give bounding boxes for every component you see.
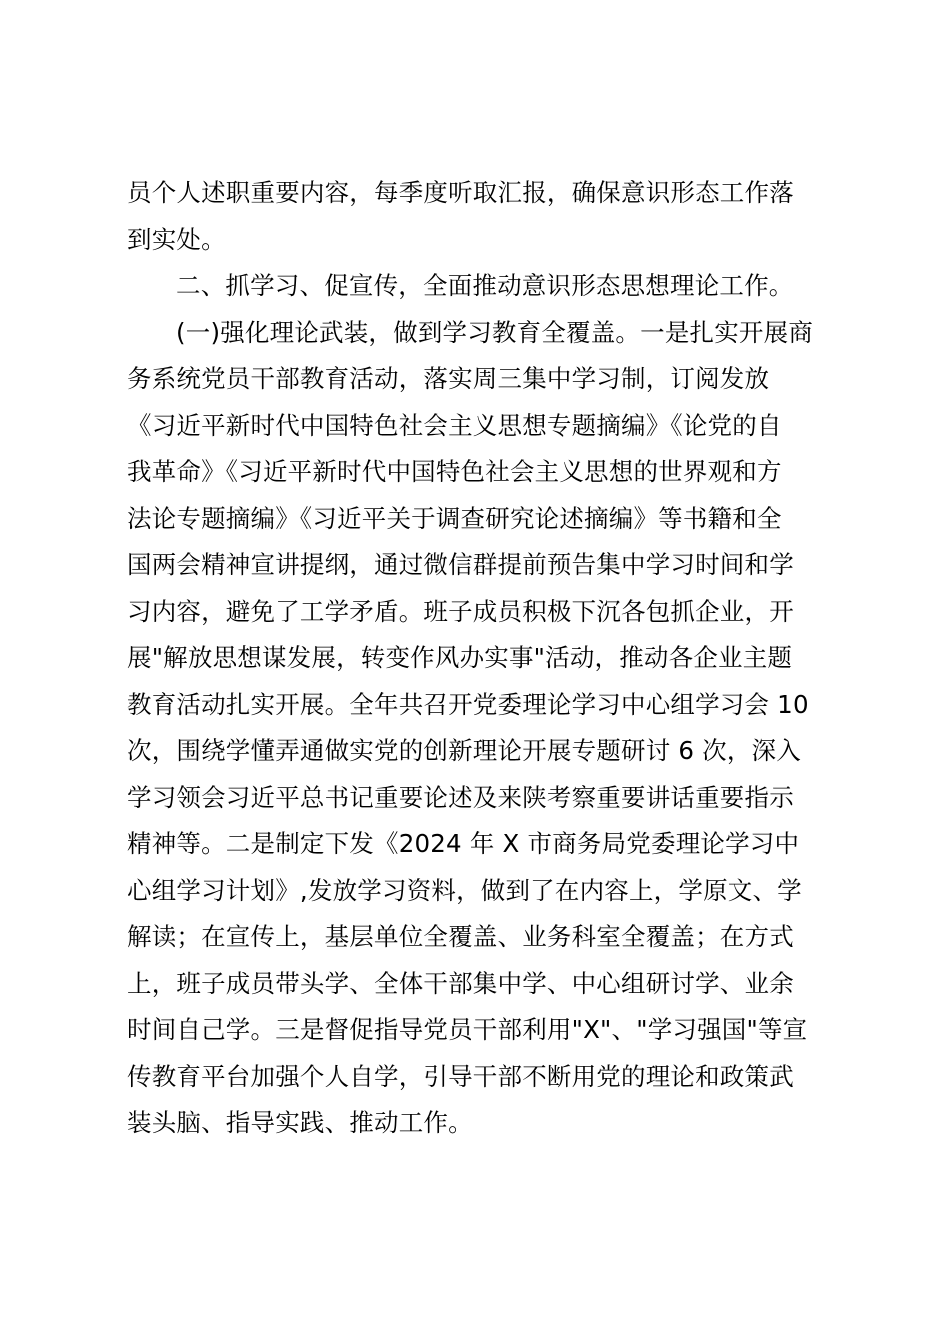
text-line: 上，班子成员带头学、全体干部集中学、中心组研讨学、业余 bbox=[127, 968, 794, 998]
text-line: 教育活动扎实开展。全年共召开党委理论学习中心组学习会 10 bbox=[127, 689, 809, 719]
text-line: 习内容，避免了工学矛盾。班子成员积极下沉各包抓企业，开 bbox=[127, 596, 794, 626]
text-line: 精神等。二是制定下发《2024 年 X 市商务局党委理论学习中 bbox=[127, 829, 800, 858]
subsection-heading-line: (一)强化理论武装，做到学习教育全覆盖。一是扎实开展商 bbox=[176, 317, 814, 347]
text-line: 学习领会习近平总书记重要论述及来陕考察重要讲话重要指示 bbox=[127, 782, 794, 812]
document-body bbox=[127, 170, 827, 1147]
text-line: 心组学习计划》,发放学习资料，做到了在内容上，学原文、学 bbox=[127, 875, 802, 905]
text-line: 员个人述职重要内容，每季度听取汇报，确保意识形态工作落 bbox=[127, 178, 794, 207]
text-line: 展"解放思想谋发展，转变作风办实事"活动，推动各企业主题 bbox=[127, 643, 793, 672]
text-line: 务系统党员干部教育活动，落实周三集中学习制，订阅发放 bbox=[127, 364, 770, 393]
text-line: 国两会精神宣讲提纲，通过微信群提前预告集中学习时间和学 bbox=[127, 550, 794, 579]
section-heading: 二、抓学习、促宣传，全面推动意识形态思想理论工作。 bbox=[176, 271, 794, 300]
text-line: 传教育平台加强个人自学，引导干部不断用党的理论和政策武 bbox=[127, 1061, 794, 1091]
text-line: 次，围绕学懂弄通做实党的创新理论开展专题研讨 6 次，深入 bbox=[127, 736, 801, 765]
text-line: 解读；在宣传上，基层单位全覆盖、业务科室全覆盖；在方式 bbox=[127, 922, 794, 951]
text-line: 装头脑、指导实践、推动工作。 bbox=[127, 1108, 473, 1137]
text-line: 时间自己学。三是督促指导党员干部利用"X"、"学习强国"等宣 bbox=[127, 1015, 808, 1044]
text-line: 《习近平新时代中国特色社会主义思想专题摘编》《论党的自 bbox=[127, 410, 782, 440]
text-line: 到实处。 bbox=[127, 224, 226, 254]
text-line: 我革命》《习近平新时代中国特色社会主义思想的世界观和方 bbox=[127, 457, 782, 486]
text-line: 法论专题摘编》《习近平关于调查研究论述摘编》等书籍和全 bbox=[127, 503, 782, 533]
